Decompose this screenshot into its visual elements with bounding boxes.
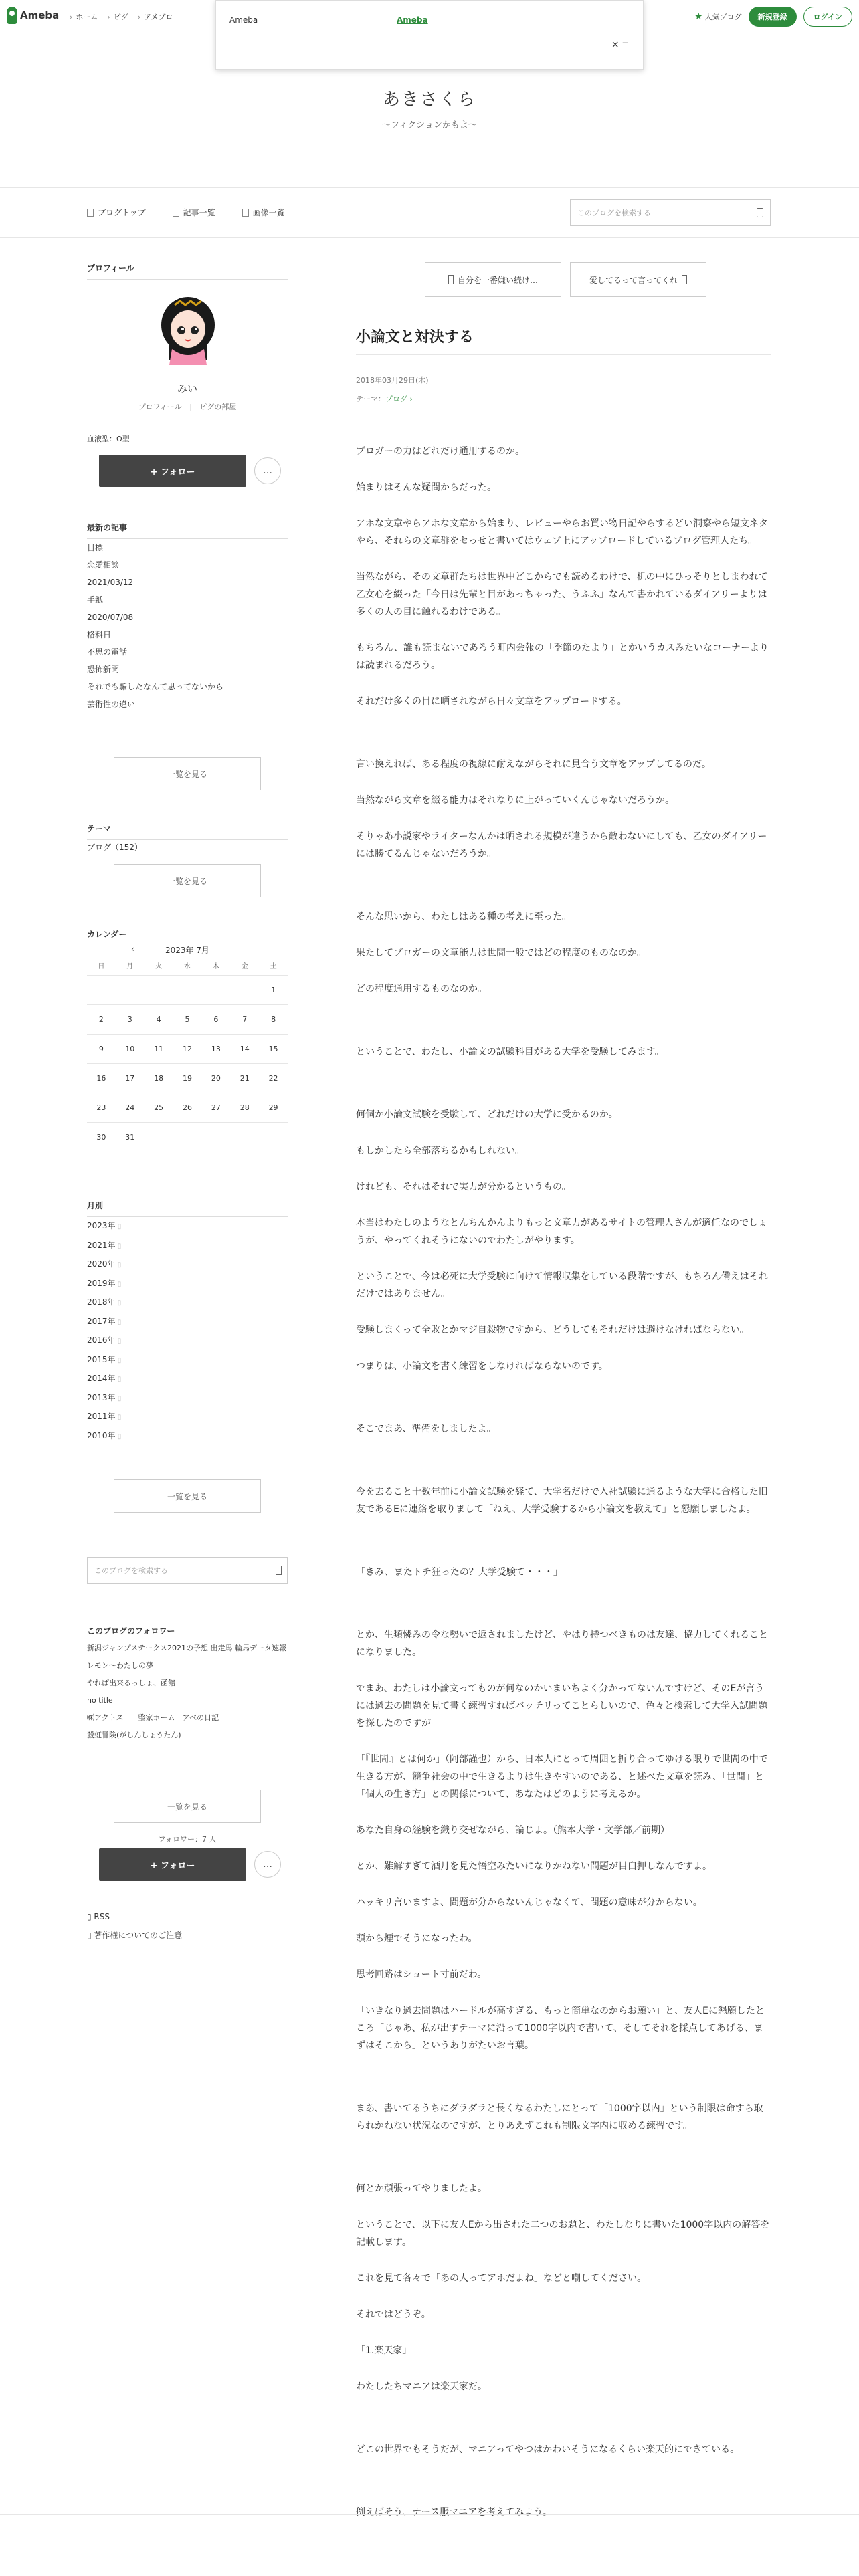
post-paragraph: 当然ながら文章を綴る能力はそれなりに上がっていくんじゃないだろうか。 xyxy=(356,795,674,806)
follow-button[interactable]: + フォロー xyxy=(99,1848,246,1881)
list-item[interactable]: レモン〜わたしの夢 xyxy=(87,1661,153,1670)
post-paragraph: 「いきなり過去問題はハードルが高すぎる、もっと簡単なのからお願い」と、友人Eに懇願したところ「じゃあ、私が出すテーマに沿って1000字以内で書いて、そしてそれを採点してあげる、まずはそこから」というありがたいお言葉。 xyxy=(356,2006,765,2051)
post-paragraph: まあ、書いてるうちにダラダラと長くなるわたしにとって「1000字以内」という制限は命すら取られかねない状況なのですが、とりあえずこれも制限文字内に収める練習です。 xyxy=(356,2103,763,2131)
post-paragraph: ブロガーの力はどれだけ通用するのか。 xyxy=(356,446,524,457)
copyright-link[interactable]: ▯ 著作権についてのご注意 xyxy=(87,1931,183,1940)
month-archive-item[interactable]: 2020年 ▯ xyxy=(87,1259,122,1269)
month-archive-item[interactable]: 2016年 ▯ xyxy=(87,1335,122,1345)
followers-heading: このブログのフォロワー xyxy=(87,1626,175,1636)
prev-entry-button[interactable]: 自分を一番嫌い続け… xyxy=(425,262,561,297)
post-paragraph: つまりは、小論文を書く練習をしなければならないのです。 xyxy=(356,1361,608,1372)
blog-search-input[interactable]: このブログを検索する xyxy=(570,199,771,226)
home-icon xyxy=(87,209,94,217)
post-body xyxy=(356,443,771,2540)
login-button[interactable]: ログイン xyxy=(803,7,852,27)
more-options-button[interactable]: … xyxy=(254,1851,281,1878)
ameba-logo[interactable] xyxy=(7,7,59,24)
chevron-left-icon xyxy=(448,275,454,284)
chevron-down-icon[interactable]: ▯ xyxy=(115,1223,122,1230)
post-paragraph: 「『世間』とは何か」（阿部謹也）から、日本人にとって周囲と折り合ってゆける限りで世間の中で生きる方が、競争社会の中で生きるよりは生きやすいのである、と述べた文章を読み、「世間」と「個人の生き方」との関係について、あなたはどのように考えるか。 xyxy=(356,1754,768,1800)
calendar-day[interactable]: 26 xyxy=(173,1093,202,1123)
calendar-day xyxy=(201,976,230,1005)
popup-title: Ameba xyxy=(229,15,258,25)
search-icon[interactable] xyxy=(757,208,763,217)
post-paragraph: 頭から煙でそうになったわ。 xyxy=(356,1933,478,1944)
post-paragraph: アホな文章やらアホな文章から始まり、レビューやらお買い物日記やらするどい洞察やら短文ネタやら、それらの文章群をセっせと書いてはウェブ上にアップロードしているブログ管理人たち。 xyxy=(356,518,768,546)
calendar-day xyxy=(145,976,173,1005)
prev-month-icon[interactable]: ‹ xyxy=(131,944,134,954)
post-paragraph: ということで、以下に友人Eから出された二つのお題と、わたしなりに書いた1000字以内の解答を記載します。 xyxy=(356,2220,770,2248)
theme-link[interactable]: ブログ xyxy=(385,395,407,403)
blog-navbar xyxy=(0,187,859,238)
popular-blog-label: 人気ブログ xyxy=(704,13,742,21)
title-divider xyxy=(356,354,771,355)
calendar-day[interactable]: 16 xyxy=(87,1064,116,1093)
post-paragraph: ハッキリ言いますよ、問題が分からないんじゃなくて、問題の意味が分からない。 xyxy=(356,1897,702,1908)
more-options-button[interactable]: … xyxy=(254,457,281,484)
post-paragraph: 言い換えれば、ある程度の視線に耐えながらそれに見合う文章をアップしてるのだ。 xyxy=(356,759,712,770)
chevron-down-icon[interactable]: ▯ xyxy=(115,1337,122,1345)
calendar-day[interactable]: 9 xyxy=(87,1035,116,1064)
sidebar-search-input[interactable]: このブログを検索する xyxy=(87,1557,288,1584)
chevron-down-icon[interactable]: ▯ xyxy=(115,1356,122,1364)
post-paragraph: 何とか頑張ってやりましたよ。 xyxy=(356,2183,487,2194)
month-archive-item[interactable]: 2011年 ▯ xyxy=(87,1412,122,1421)
nav-ameblo[interactable]: › アメブロ xyxy=(138,11,173,22)
post-paragraph: どこの世界でもそうだが、マニアってやつはかわいそうになるくらい楽天的にできている。 xyxy=(356,2444,740,2455)
crown-icon: ★ xyxy=(694,11,703,22)
blood-type: 血液型：O型 xyxy=(87,435,130,443)
chevron-down-icon[interactable]: ▯ xyxy=(115,1280,122,1288)
post-paragraph: 「1.楽天家」 xyxy=(356,2345,412,2356)
post-paragraph: 受験しまくって全敗とかマジ自殺物ですから、どうしてもそれだけは避けなければならない。 xyxy=(356,1325,749,1335)
popup-link[interactable]: Ameba xyxy=(397,15,428,25)
blog-subtitle: ～フィクションかもよ～ xyxy=(382,120,477,130)
month-archive-item[interactable]: 2015年 ▯ xyxy=(87,1354,122,1364)
month-archive-item[interactable]: 2010年 ▯ xyxy=(87,1430,122,1440)
post-paragraph: 当然ながら、その文章群たちは世界中どこからでも読めるわけで、机の中にひっそりとしまわれて乙女心を綴った「今日は先輩と目があっちゃった、うふふ」なんて書かれているダイアリーよりは多くの人の目に触れるわけである。 xyxy=(356,572,768,617)
next-entry-button[interactable]: 愛してるって言ってくれ xyxy=(570,262,706,297)
post-theme: テーマ：ブログ › xyxy=(356,395,413,403)
monthly-see-all-button[interactable]: 一覧を見る xyxy=(114,1479,261,1513)
calendar-header xyxy=(87,944,288,956)
popular-blog-link[interactable] xyxy=(694,11,742,22)
calendar-day[interactable]: 7 xyxy=(230,1005,259,1035)
logo-text: Ameba xyxy=(20,9,60,21)
calendar-day xyxy=(145,1123,173,1152)
post-paragraph: どの程度通用するものなのか。 xyxy=(356,984,487,994)
month-archive-item[interactable]: 2023年 ▯ xyxy=(87,1221,122,1230)
profile-link[interactable]: プロフィール xyxy=(138,403,182,411)
calendar-day[interactable]: 24 xyxy=(116,1093,145,1123)
chevron-down-icon[interactable]: ▯ xyxy=(115,1376,122,1383)
post-paragraph: そんな思いから、わたしはある種の考えに至った。 xyxy=(356,911,571,922)
calendar-day xyxy=(259,1123,288,1152)
calendar-day[interactable]: 1 xyxy=(259,976,288,1005)
rss-icon: ▯ xyxy=(87,1912,94,1921)
recent-heading: 最新の記事 xyxy=(87,522,288,539)
recent-see-all-button[interactable]: 一覧を見る xyxy=(114,757,261,790)
document-icon: ▯ xyxy=(87,1931,94,1940)
post-paragraph: でまあ、わたしは小論文ってものが何なのかいまいちよく分かってないんですけど、そのEが言うには過去の問題を見て書く練習すればバッチリってことらしいので、色々と検索して大学入試問題を探したのですが xyxy=(356,1683,768,1729)
chevron-down-icon[interactable]: ▯ xyxy=(115,1242,122,1250)
chevron-down-icon[interactable]: ▯ xyxy=(115,1299,122,1307)
nav-image-list[interactable]: 画像一覧 xyxy=(242,207,285,218)
calendar-day[interactable]: 10 xyxy=(116,1035,145,1064)
register-button[interactable]: 新規登録 xyxy=(749,7,797,27)
post-date: 2018年03月29日(木) xyxy=(356,376,429,385)
ameba-logo-icon xyxy=(7,7,17,24)
calendar-day[interactable]: 28 xyxy=(230,1093,259,1123)
list-item[interactable]: 恐怖新聞 xyxy=(87,665,120,674)
chevron-down-icon[interactable]: ▯ xyxy=(115,1432,122,1440)
calendar-day[interactable]: 3 xyxy=(116,1005,145,1035)
list-item[interactable]: 新潟ジャンプステークス2021の予想 出走馬 輪馬データ速報 xyxy=(87,1644,286,1652)
list-item[interactable]: ㈱アクトス 整家ホーム アベの日記 xyxy=(87,1713,219,1722)
calendar-day xyxy=(201,1123,230,1152)
calendar-day[interactable]: 18 xyxy=(145,1064,173,1093)
month-archive-item[interactable]: 2019年 ▯ xyxy=(87,1278,122,1288)
calendar-day xyxy=(173,1123,202,1152)
profile-name[interactable]: みい xyxy=(177,383,197,395)
post-paragraph: あなた自身の経験を織り交ぜながら、論じよ。（熊本大学・文学部／前期） xyxy=(356,1825,670,1836)
page-bottom-divider xyxy=(0,2514,859,2515)
nav-entry-list[interactable]: 記事一覧 xyxy=(173,207,215,218)
post-paragraph: 例えばそう、ナース服マニアを考えてみよう。 xyxy=(356,2507,553,2518)
post-paragraph: 「きみ、またトチ狂ったの？大学受験て・・・」 xyxy=(356,1567,563,1578)
calendar xyxy=(87,944,288,1152)
calendar-day[interactable]: 27 xyxy=(201,1093,230,1123)
calendar-day[interactable]: 5 xyxy=(173,1005,202,1035)
chevron-down-icon[interactable]: ▯ xyxy=(115,1394,122,1402)
profile-heading: プロフィール xyxy=(87,262,288,280)
chevron-down-icon[interactable]: ▯ xyxy=(115,1414,122,1421)
image-icon xyxy=(242,209,249,217)
post-paragraph: ということで、今は必死に大学受験に向けて情報収集をしている段階ですが、もちろん備えはそれだけではありません。 xyxy=(356,1271,768,1299)
list-item[interactable]: 格料日 xyxy=(87,630,112,639)
calendar-day[interactable]: 30 xyxy=(87,1123,116,1152)
calendar-day[interactable]: 14 xyxy=(230,1035,259,1064)
list-item[interactable]: 不思の電話 xyxy=(87,647,128,657)
month-archive-item[interactable]: 2017年 ▯ xyxy=(87,1316,122,1326)
list-item[interactable]: 目標 xyxy=(87,543,104,552)
post-paragraph: それだけ多くの目に晒されながら日々文章をアップロードする。 xyxy=(356,696,627,707)
list-item[interactable]: 2021/03/12 xyxy=(87,578,134,587)
list-item[interactable]: やれば出来るっしょ、函館 xyxy=(87,1679,175,1687)
calendar-day[interactable]: 31 xyxy=(116,1123,145,1152)
ameba-menu-popup xyxy=(215,0,644,70)
calendar-weekday: 水 xyxy=(173,958,202,976)
followers-see-all-button[interactable]: 一覧を見る xyxy=(114,1790,261,1823)
list-item[interactable]: 2020/07/08 xyxy=(87,613,134,622)
calendar-day xyxy=(230,1123,259,1152)
post-paragraph: もちろん、誰も読まないであろう町内会報の「季節のたより」とかいうカスみたいなコーナーよりは読まれるだろう。 xyxy=(356,643,769,671)
post-paragraph: とか、生類憐みの令な勢いで返されましたけど、やはり持つべきものは友達、協力してくれることになりました。 xyxy=(356,1630,768,1658)
post-paragraph: これを見て各々で「あの人ってアホだよね」などと嘲してください。 xyxy=(356,2273,646,2284)
calendar-month: 2023年 7月 xyxy=(165,946,209,955)
calendar-day xyxy=(173,976,202,1005)
list-item[interactable]: 芸術性の違い xyxy=(87,700,136,709)
month-archive-item[interactable]: 2018年 ▯ xyxy=(87,1297,122,1307)
list-item[interactable]: 恋愛相談 xyxy=(87,560,120,570)
post-paragraph: 思考回路はショート寸前だわ。 xyxy=(356,1969,487,1980)
post-paragraph: 果たしてブロガーの文章能力は世間一般ではどの程度のものなのか。 xyxy=(356,948,646,958)
follow-button[interactable]: + フォロー xyxy=(99,455,246,487)
calendar-day xyxy=(87,976,116,1005)
calendar-day[interactable]: 25 xyxy=(145,1093,173,1123)
pigg-room-link[interactable]: ピグの部屋 xyxy=(199,403,237,411)
calendar-day[interactable]: 8 xyxy=(259,1005,288,1035)
theme-heading: テーマ xyxy=(87,823,288,840)
calendar-weekday: 月 xyxy=(116,958,145,976)
list-item[interactable]: no title xyxy=(87,1696,113,1705)
calendar-day[interactable]: 6 xyxy=(201,1005,230,1035)
nav-home[interactable]: › ホーム xyxy=(70,11,98,22)
post-title[interactable]: 小論文と対決する xyxy=(356,329,474,346)
calendar-weekday: 木 xyxy=(201,958,230,976)
post-paragraph: もしかしたら全部落ちるかもしれない。 xyxy=(356,1146,524,1156)
close-icon[interactable]: × ☰ xyxy=(611,39,628,50)
blog-title[interactable]: あきさくら xyxy=(382,90,476,110)
monthly-heading: 月別 xyxy=(87,1200,288,1217)
list-item[interactable]: 手紙 xyxy=(87,595,104,605)
calendar-day[interactable]: 4 xyxy=(145,1005,173,1035)
list-item[interactable]: 殺虹冒険(がしんしょうたん) xyxy=(87,1731,181,1739)
calendar-day xyxy=(116,976,145,1005)
month-archive-item[interactable]: 2013年 ▯ xyxy=(87,1392,122,1402)
calendar-day[interactable]: 20 xyxy=(201,1064,230,1093)
header-actions xyxy=(694,7,852,27)
calendar-grid xyxy=(87,958,288,1152)
calendar-day[interactable]: 2 xyxy=(87,1005,116,1035)
post-paragraph: ということで、わたし、小論文の試験科目がある大学を受験してみます。 xyxy=(356,1047,664,1057)
list-item[interactable]: それでも騙したなんて思ってないから xyxy=(87,682,224,691)
calendar-day[interactable]: 17 xyxy=(116,1064,145,1093)
post-paragraph: 今を去ること十数年前に小論文試験を経て、大学名だけで入社試験に通るような大学に合格した旧友であるEに連絡を取りまして「ねえ、大学受験するから小論文を教えて」と懇願しましたよ。 xyxy=(356,1487,768,1515)
rss-link[interactable]: ▯ RSS xyxy=(87,1912,110,1921)
month-archive-item[interactable]: 2014年 ▯ xyxy=(87,1374,122,1383)
calendar-weekday: 金 xyxy=(230,958,259,976)
calendar-day[interactable]: 21 xyxy=(230,1064,259,1093)
theme-item[interactable]: ブログ（152） xyxy=(87,843,142,852)
nav-pigg[interactable]: › ピグ xyxy=(107,11,128,22)
profile-links: プロフィール | ピグの部屋 xyxy=(138,403,237,411)
month-archive-item[interactable]: 2021年 ▯ xyxy=(87,1240,122,1250)
monthly-list xyxy=(87,1217,288,1446)
post-paragraph: 始まりはそんな疑問からだった。 xyxy=(356,482,496,493)
followers-list xyxy=(87,1640,288,1744)
post-paragraph: 本当はわたしのようなとんちんかんよりもっと文章力があるサイトの管理人さんが適任なのでしょうが、やってくれそうにないのでわたしがやります。 xyxy=(356,1218,768,1246)
calendar-weekday: 日 xyxy=(87,958,116,976)
chevron-down-icon[interactable]: ▯ xyxy=(115,1261,122,1269)
search-icon[interactable] xyxy=(276,1566,282,1575)
post-paragraph: 何個か小論文試験を受験して、どれだけの大学に受かるのか。 xyxy=(356,1109,618,1120)
calendar-day[interactable]: 15 xyxy=(259,1035,288,1064)
calendar-day[interactable]: 12 xyxy=(173,1035,202,1064)
post-paragraph: とか、難解すぎて酒月を見た悟空みたいになりかねない問題が目白押しなんですよ。 xyxy=(356,1861,712,1872)
calendar-day[interactable]: 22 xyxy=(259,1064,288,1093)
avatar[interactable] xyxy=(156,292,220,365)
calendar-day[interactable]: 11 xyxy=(145,1035,173,1064)
nav-blog-top[interactable]: ブログトップ xyxy=(87,207,146,218)
post-paragraph: わたしたちマニアは楽天家だ。 xyxy=(356,2381,487,2392)
follower-count: フォロワー：7 人 xyxy=(158,1835,217,1844)
calendar-day[interactable]: 29 xyxy=(259,1093,288,1123)
list-icon xyxy=(173,209,179,217)
theme-see-all-button[interactable]: 一覧を見る xyxy=(114,864,261,897)
calendar-day[interactable]: 13 xyxy=(201,1035,230,1064)
recent-list xyxy=(87,539,288,713)
post-paragraph: そりゃあ小説家やライターなんかは晒される規模が違うから敵わないにしても、乙女のダイアリーには勝てるんじゃないだろうか。 xyxy=(356,831,767,859)
chevron-right-icon xyxy=(682,275,687,284)
post-paragraph: それではどうぞ。 xyxy=(356,2309,431,2320)
calendar-weekday: 火 xyxy=(145,958,173,976)
calendar-weekday: 土 xyxy=(259,958,288,976)
calendar-heading: カレンダー xyxy=(87,930,127,939)
calendar-day xyxy=(230,976,259,1005)
chevron-down-icon[interactable]: ▯ xyxy=(115,1318,122,1326)
post-paragraph: そこでまあ、準備をしましたよ。 xyxy=(356,1424,496,1434)
calendar-day[interactable]: 23 xyxy=(87,1093,116,1123)
post-paragraph: けれども、それはそれで実力が分かるというもの。 xyxy=(356,1182,571,1192)
calendar-day[interactable]: 19 xyxy=(173,1064,202,1093)
global-nav xyxy=(70,11,173,22)
